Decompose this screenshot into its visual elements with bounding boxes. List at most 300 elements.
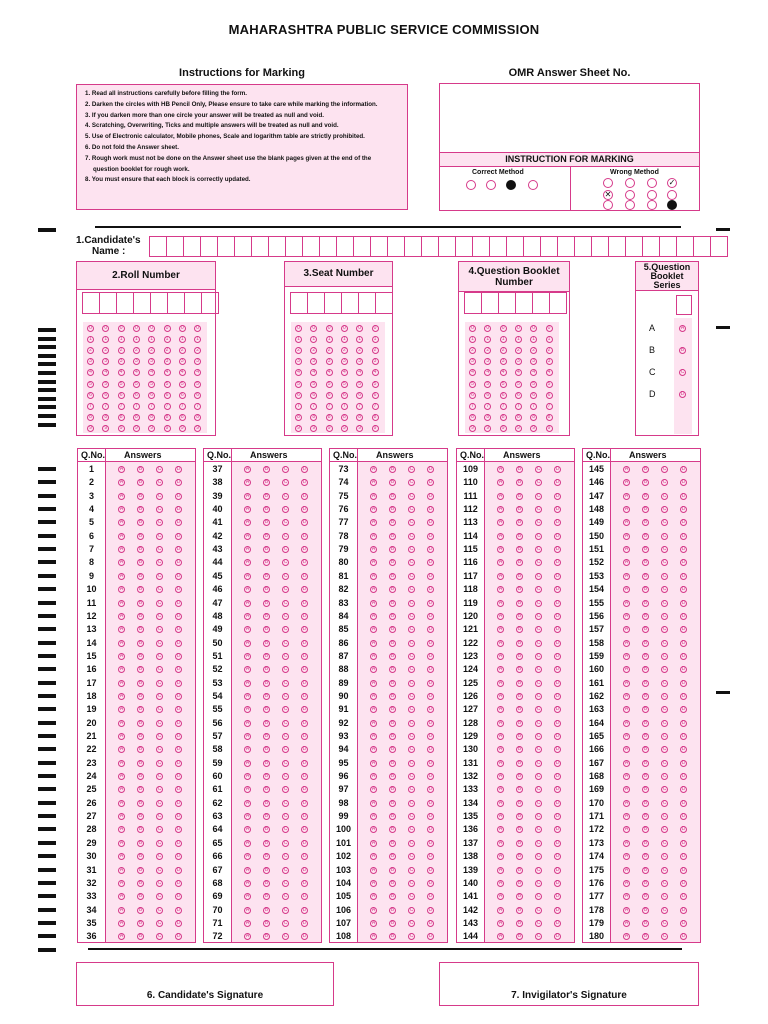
answer-bubble[interactable]: C bbox=[662, 506, 667, 513]
answer-bubble[interactable]: B bbox=[643, 826, 648, 833]
roll-number-bubble[interactable]: 9 bbox=[133, 425, 140, 432]
answer-bubble[interactable]: A bbox=[245, 759, 250, 766]
seat-number-digit-box[interactable] bbox=[324, 292, 342, 314]
answer-bubble[interactable]: D bbox=[176, 719, 181, 726]
booklet-number-digit-box[interactable] bbox=[481, 292, 499, 314]
roll-number-bubble[interactable]: 4 bbox=[194, 369, 201, 376]
answer-bubble[interactable]: C bbox=[662, 612, 667, 619]
answer-bubble[interactable]: A bbox=[371, 692, 376, 699]
answer-bubble[interactable]: D bbox=[555, 692, 560, 699]
booklet-number-bubble[interactable]: 1 bbox=[469, 336, 476, 343]
roll-number-bubble[interactable]: 6 bbox=[179, 392, 186, 399]
answer-bubble[interactable]: C bbox=[283, 826, 288, 833]
answer-bubble[interactable]: B bbox=[517, 733, 522, 739]
answer-bubble[interactable]: D bbox=[176, 799, 181, 806]
roll-number-bubble[interactable]: 9 bbox=[118, 425, 125, 432]
answer-bubble[interactable]: B bbox=[517, 893, 522, 900]
answer-bubble[interactable]: A bbox=[119, 799, 124, 806]
answer-bubble[interactable]: C bbox=[662, 479, 667, 486]
answer-bubble[interactable]: A bbox=[119, 626, 124, 633]
answer-bubble[interactable]: B bbox=[138, 666, 143, 673]
answer-bubble[interactable]: D bbox=[176, 746, 181, 753]
answer-bubble[interactable]: D bbox=[428, 933, 433, 940]
answer-bubble[interactable]: B bbox=[264, 893, 269, 900]
answer-bubble[interactable]: D bbox=[681, 839, 686, 846]
answer-bubble[interactable]: A bbox=[371, 559, 376, 566]
answer-bubble[interactable]: C bbox=[536, 919, 541, 926]
answer-bubble[interactable]: C bbox=[662, 733, 667, 739]
roll-number-bubble[interactable]: 9 bbox=[179, 425, 186, 432]
answer-bubble[interactable]: C bbox=[283, 466, 288, 472]
name-letter-box[interactable] bbox=[710, 236, 728, 257]
answer-bubble[interactable]: D bbox=[681, 826, 686, 833]
answer-bubble[interactable]: D bbox=[428, 719, 433, 726]
answer-bubble[interactable]: B bbox=[643, 813, 648, 820]
answer-bubble[interactable]: A bbox=[624, 639, 629, 646]
seat-number-bubble[interactable]: 2 bbox=[326, 347, 333, 354]
answer-bubble[interactable]: C bbox=[283, 746, 288, 753]
answer-bubble[interactable]: B bbox=[517, 559, 522, 566]
answer-bubble[interactable]: A bbox=[119, 826, 124, 833]
answer-bubble[interactable]: D bbox=[681, 773, 686, 780]
answer-bubble[interactable]: A bbox=[119, 719, 124, 726]
seat-number-bubble[interactable]: 5 bbox=[372, 381, 379, 388]
answer-bubble[interactable]: D bbox=[302, 492, 307, 499]
answer-bubble[interactable]: B bbox=[517, 879, 522, 886]
answer-bubble[interactable]: B bbox=[138, 799, 143, 806]
answer-bubble[interactable]: C bbox=[536, 746, 541, 753]
answer-bubble[interactable]: D bbox=[302, 919, 307, 926]
answer-bubble[interactable]: A bbox=[498, 826, 503, 833]
answer-bubble[interactable]: B bbox=[517, 652, 522, 659]
booklet-number-bubble[interactable]: 9 bbox=[546, 425, 553, 432]
answer-bubble[interactable]: D bbox=[555, 572, 560, 579]
answer-bubble[interactable]: A bbox=[245, 639, 250, 646]
answer-bubble[interactable]: A bbox=[245, 826, 250, 833]
answer-bubble[interactable]: D bbox=[302, 826, 307, 833]
name-letter-box[interactable] bbox=[166, 236, 184, 257]
seat-number-bubble[interactable]: 2 bbox=[372, 347, 379, 354]
answer-bubble[interactable]: D bbox=[428, 839, 433, 846]
answer-bubble[interactable]: C bbox=[409, 479, 414, 486]
seat-number-bubble[interactable]: 0 bbox=[310, 325, 317, 332]
answer-bubble[interactable]: B bbox=[390, 773, 395, 780]
answer-bubble[interactable]: B bbox=[643, 666, 648, 673]
seat-number-bubble[interactable]: 6 bbox=[326, 392, 333, 399]
answer-bubble[interactable]: D bbox=[555, 733, 560, 739]
seat-number-bubble[interactable]: 6 bbox=[310, 392, 317, 399]
answer-bubble[interactable]: B bbox=[643, 786, 648, 793]
booklet-number-bubble[interactable]: 2 bbox=[515, 347, 522, 354]
answer-bubble[interactable]: A bbox=[498, 933, 503, 940]
answer-bubble[interactable]: D bbox=[555, 839, 560, 846]
answer-bubble[interactable]: A bbox=[119, 572, 124, 579]
roll-number-bubble[interactable]: 3 bbox=[118, 358, 125, 365]
answer-bubble[interactable]: D bbox=[681, 893, 686, 900]
answer-bubble[interactable]: B bbox=[517, 906, 522, 913]
roll-number-bubble[interactable]: 1 bbox=[102, 336, 109, 343]
seat-number-bubble[interactable]: 9 bbox=[295, 425, 302, 432]
answer-bubble[interactable]: D bbox=[302, 666, 307, 673]
booklet-number-bubble[interactable]: 0 bbox=[500, 325, 507, 332]
roll-number-bubble[interactable]: 8 bbox=[133, 414, 140, 421]
answer-bubble[interactable]: B bbox=[390, 799, 395, 806]
answer-bubble[interactable]: B bbox=[138, 479, 143, 486]
answer-bubble[interactable]: A bbox=[498, 572, 503, 579]
answer-bubble[interactable]: D bbox=[176, 773, 181, 780]
answer-bubble[interactable]: A bbox=[498, 652, 503, 659]
roll-number-bubble[interactable]: 2 bbox=[148, 347, 155, 354]
answer-bubble[interactable]: D bbox=[428, 466, 433, 472]
seat-number-bubble[interactable]: 2 bbox=[341, 347, 348, 354]
roll-number-bubble[interactable]: 5 bbox=[148, 381, 155, 388]
answer-bubble[interactable]: B bbox=[390, 893, 395, 900]
seat-number-bubble[interactable]: 5 bbox=[310, 381, 317, 388]
answer-bubble[interactable]: A bbox=[624, 919, 629, 926]
answer-bubble[interactable]: A bbox=[371, 933, 376, 940]
answer-bubble[interactable]: B bbox=[517, 506, 522, 513]
answer-bubble[interactable]: B bbox=[390, 826, 395, 833]
roll-number-bubble[interactable]: 3 bbox=[148, 358, 155, 365]
roll-number-bubble[interactable]: 7 bbox=[133, 403, 140, 410]
answer-bubble[interactable]: C bbox=[409, 586, 414, 593]
name-letter-box[interactable] bbox=[200, 236, 218, 257]
answer-bubble[interactable]: D bbox=[555, 866, 560, 873]
seat-number-digit-box[interactable] bbox=[341, 292, 359, 314]
roll-number-bubble[interactable]: 3 bbox=[194, 358, 201, 365]
answer-bubble[interactable]: A bbox=[119, 746, 124, 753]
name-letter-box[interactable] bbox=[540, 236, 558, 257]
booklet-number-digit-box[interactable] bbox=[515, 292, 533, 314]
seat-number-bubble[interactable]: 1 bbox=[326, 336, 333, 343]
booklet-number-bubble[interactable]: 5 bbox=[546, 381, 553, 388]
answer-bubble[interactable]: A bbox=[624, 733, 629, 739]
roll-number-digit-box[interactable] bbox=[201, 292, 219, 314]
seat-number-bubble[interactable]: 3 bbox=[326, 358, 333, 365]
answer-bubble[interactable]: A bbox=[245, 839, 250, 846]
answer-bubble[interactable]: B bbox=[517, 919, 522, 926]
seat-number-bubble[interactable]: 0 bbox=[341, 325, 348, 332]
answer-bubble[interactable]: A bbox=[498, 813, 503, 820]
answer-bubble[interactable]: A bbox=[119, 879, 124, 886]
answer-bubble[interactable]: B bbox=[517, 586, 522, 593]
answer-bubble[interactable]: B bbox=[390, 492, 395, 499]
seat-number-bubble[interactable]: 5 bbox=[295, 381, 302, 388]
answer-bubble[interactable]: D bbox=[681, 666, 686, 673]
name-letter-box[interactable] bbox=[676, 236, 694, 257]
answer-bubble[interactable]: A bbox=[119, 692, 124, 699]
answer-bubble[interactable]: D bbox=[176, 813, 181, 820]
answer-bubble[interactable]: D bbox=[176, 666, 181, 673]
answer-bubble[interactable]: A bbox=[371, 879, 376, 886]
answer-bubble[interactable]: C bbox=[409, 492, 414, 499]
answer-bubble[interactable]: C bbox=[283, 506, 288, 513]
booklet-number-bubble[interactable]: 0 bbox=[515, 325, 522, 332]
roll-number-bubble[interactable]: 3 bbox=[179, 358, 186, 365]
answer-bubble[interactable]: B bbox=[517, 692, 522, 699]
seat-number-bubble[interactable]: 5 bbox=[326, 381, 333, 388]
answer-bubble[interactable]: B bbox=[517, 933, 522, 940]
answer-bubble[interactable]: C bbox=[409, 626, 414, 633]
answer-bubble[interactable]: D bbox=[176, 839, 181, 846]
answer-bubble[interactable]: C bbox=[662, 652, 667, 659]
name-letter-box[interactable] bbox=[404, 236, 422, 257]
answer-bubble[interactable]: C bbox=[283, 919, 288, 926]
seat-number-bubble[interactable]: 7 bbox=[356, 403, 363, 410]
answer-bubble[interactable]: B bbox=[138, 572, 143, 579]
roll-number-bubble[interactable]: 5 bbox=[194, 381, 201, 388]
answer-bubble[interactable]: A bbox=[119, 466, 124, 472]
answer-bubble[interactable]: C bbox=[409, 799, 414, 806]
answer-bubble[interactable]: A bbox=[624, 746, 629, 753]
answer-bubble[interactable]: A bbox=[624, 813, 629, 820]
roll-number-bubble[interactable]: 6 bbox=[164, 392, 171, 399]
answer-bubble[interactable]: A bbox=[624, 546, 629, 553]
answer-bubble[interactable]: B bbox=[138, 586, 143, 593]
answer-bubble[interactable]: A bbox=[624, 572, 629, 579]
answer-bubble[interactable]: D bbox=[555, 879, 560, 886]
answer-bubble[interactable]: C bbox=[662, 546, 667, 553]
roll-number-bubble[interactable]: 8 bbox=[87, 414, 94, 421]
answer-bubble[interactable]: B bbox=[390, 572, 395, 579]
answer-bubble[interactable]: C bbox=[662, 906, 667, 913]
answer-bubble[interactable]: A bbox=[245, 706, 250, 713]
answer-bubble[interactable]: A bbox=[624, 706, 629, 713]
answer-bubble[interactable]: B bbox=[390, 733, 395, 739]
roll-number-bubble[interactable]: 3 bbox=[102, 358, 109, 365]
answer-bubble[interactable]: D bbox=[176, 866, 181, 873]
answer-bubble[interactable]: A bbox=[371, 919, 376, 926]
answer-bubble[interactable]: C bbox=[662, 893, 667, 900]
roll-number-bubble[interactable]: 9 bbox=[164, 425, 171, 432]
answer-bubble[interactable]: B bbox=[390, 933, 395, 940]
answer-bubble[interactable]: A bbox=[371, 546, 376, 553]
name-letter-box[interactable] bbox=[251, 236, 269, 257]
answer-bubble[interactable]: B bbox=[138, 906, 143, 913]
answer-bubble[interactable]: A bbox=[371, 893, 376, 900]
seat-number-bubble[interactable]: 7 bbox=[310, 403, 317, 410]
answer-bubble[interactable]: B bbox=[517, 532, 522, 539]
answer-bubble[interactable]: C bbox=[409, 612, 414, 619]
answer-bubble[interactable]: D bbox=[176, 786, 181, 793]
answer-bubble[interactable]: D bbox=[428, 506, 433, 513]
answer-bubble[interactable]: B bbox=[138, 746, 143, 753]
answer-bubble[interactable]: C bbox=[157, 599, 162, 606]
answer-bubble[interactable]: A bbox=[624, 692, 629, 699]
booklet-number-bubble[interactable]: 7 bbox=[546, 403, 553, 410]
booklet-number-bubble[interactable]: 0 bbox=[469, 325, 476, 332]
answer-bubble[interactable]: A bbox=[119, 706, 124, 713]
answer-bubble[interactable]: D bbox=[302, 893, 307, 900]
answer-bubble[interactable]: D bbox=[176, 559, 181, 566]
answer-bubble[interactable]: C bbox=[409, 532, 414, 539]
answer-bubble[interactable]: A bbox=[119, 866, 124, 873]
answer-bubble[interactable]: D bbox=[428, 906, 433, 913]
answer-bubble[interactable]: B bbox=[390, 546, 395, 553]
answer-bubble[interactable]: D bbox=[555, 799, 560, 806]
answer-bubble[interactable]: B bbox=[390, 599, 395, 606]
booklet-number-bubble[interactable]: 4 bbox=[484, 369, 491, 376]
answer-bubble[interactable]: C bbox=[662, 826, 667, 833]
answer-bubble[interactable]: D bbox=[681, 733, 686, 739]
seat-number-bubble[interactable]: 4 bbox=[341, 369, 348, 376]
answer-bubble[interactable]: B bbox=[138, 719, 143, 726]
answer-bubble[interactable]: A bbox=[119, 839, 124, 846]
answer-bubble[interactable]: A bbox=[624, 652, 629, 659]
answer-bubble[interactable]: B bbox=[390, 906, 395, 913]
answer-bubble[interactable]: A bbox=[371, 639, 376, 646]
answer-bubble[interactable]: D bbox=[555, 639, 560, 646]
answer-bubble[interactable]: D bbox=[176, 546, 181, 553]
booklet-number-bubble[interactable]: 1 bbox=[530, 336, 537, 343]
answer-bubble[interactable]: C bbox=[157, 466, 162, 472]
answer-bubble[interactable]: D bbox=[428, 799, 433, 806]
roll-number-bubble[interactable]: 6 bbox=[87, 392, 94, 399]
seat-number-digit-box[interactable] bbox=[307, 292, 325, 314]
series-bubble[interactable]: D bbox=[680, 391, 685, 397]
answer-bubble[interactable]: D bbox=[176, 492, 181, 499]
booklet-number-bubble[interactable]: 4 bbox=[530, 369, 537, 376]
answer-bubble[interactable]: A bbox=[245, 586, 250, 593]
answer-bubble[interactable]: A bbox=[498, 746, 503, 753]
answer-bubble[interactable]: A bbox=[245, 479, 250, 486]
answer-bubble[interactable]: A bbox=[245, 599, 250, 606]
answer-bubble[interactable]: A bbox=[624, 559, 629, 566]
answer-bubble[interactable]: B bbox=[517, 572, 522, 579]
seat-number-bubble[interactable]: 1 bbox=[341, 336, 348, 343]
answer-bubble[interactable]: C bbox=[283, 532, 288, 539]
answer-bubble[interactable]: B bbox=[138, 492, 143, 499]
seat-number-bubble[interactable]: 3 bbox=[295, 358, 302, 365]
answer-bubble[interactable]: C bbox=[283, 706, 288, 713]
name-letter-box[interactable] bbox=[234, 236, 252, 257]
answer-bubble[interactable]: C bbox=[662, 532, 667, 539]
answer-bubble[interactable]: B bbox=[517, 813, 522, 820]
answer-bubble[interactable]: B bbox=[138, 759, 143, 766]
answer-bubble[interactable]: A bbox=[119, 759, 124, 766]
booklet-number-bubble[interactable]: 7 bbox=[515, 403, 522, 410]
booklet-number-bubble[interactable]: 7 bbox=[530, 403, 537, 410]
answer-bubble[interactable]: B bbox=[390, 706, 395, 713]
answer-bubble[interactable]: A bbox=[498, 879, 503, 886]
answer-bubble[interactable]: B bbox=[264, 706, 269, 713]
roll-number-bubble[interactable]: 2 bbox=[87, 347, 94, 354]
answer-bubble[interactable]: B bbox=[138, 599, 143, 606]
answer-bubble[interactable]: C bbox=[662, 626, 667, 633]
answer-bubble[interactable]: D bbox=[555, 919, 560, 926]
answer-bubble[interactable]: B bbox=[264, 879, 269, 886]
answer-bubble[interactable]: D bbox=[428, 746, 433, 753]
answer-bubble[interactable]: D bbox=[555, 532, 560, 539]
answer-bubble[interactable]: C bbox=[662, 572, 667, 579]
roll-number-bubble[interactable]: 5 bbox=[87, 381, 94, 388]
answer-bubble[interactable]: C bbox=[536, 652, 541, 659]
answer-bubble[interactable]: C bbox=[409, 519, 414, 526]
answer-bubble[interactable]: B bbox=[390, 479, 395, 486]
roll-number-bubble[interactable]: 2 bbox=[133, 347, 140, 354]
answer-bubble[interactable]: A bbox=[119, 773, 124, 780]
answer-bubble[interactable]: A bbox=[498, 893, 503, 900]
answer-bubble[interactable]: C bbox=[536, 506, 541, 513]
answer-bubble[interactable]: B bbox=[643, 519, 648, 526]
answer-bubble[interactable]: B bbox=[517, 492, 522, 499]
answer-bubble[interactable]: D bbox=[555, 706, 560, 713]
answer-bubble[interactable]: C bbox=[409, 773, 414, 780]
answer-bubble[interactable]: D bbox=[176, 692, 181, 699]
answer-bubble[interactable]: A bbox=[624, 666, 629, 673]
seat-number-bubble[interactable]: 1 bbox=[310, 336, 317, 343]
roll-number-bubble[interactable]: 8 bbox=[102, 414, 109, 421]
answer-bubble[interactable]: A bbox=[498, 719, 503, 726]
answer-bubble[interactable]: B bbox=[643, 652, 648, 659]
answer-bubble[interactable]: D bbox=[176, 532, 181, 539]
answer-bubble[interactable]: A bbox=[371, 759, 376, 766]
roll-number-bubble[interactable]: 0 bbox=[133, 325, 140, 332]
answer-bubble[interactable]: D bbox=[555, 492, 560, 499]
answer-bubble[interactable]: C bbox=[283, 773, 288, 780]
seat-number-bubble[interactable]: 8 bbox=[372, 414, 379, 421]
answer-bubble[interactable]: C bbox=[662, 559, 667, 566]
answer-bubble[interactable]: D bbox=[302, 626, 307, 633]
name-letter-box[interactable] bbox=[421, 236, 439, 257]
booklet-number-bubble[interactable]: 7 bbox=[484, 403, 491, 410]
booklet-number-bubble[interactable]: 8 bbox=[530, 414, 537, 421]
answer-bubble[interactable]: A bbox=[624, 586, 629, 593]
answer-bubble[interactable]: C bbox=[536, 492, 541, 499]
answer-bubble[interactable]: A bbox=[498, 519, 503, 526]
answer-bubble[interactable]: C bbox=[662, 692, 667, 699]
answer-bubble[interactable]: C bbox=[283, 719, 288, 726]
answer-bubble[interactable]: C bbox=[409, 599, 414, 606]
booklet-number-digit-box[interactable] bbox=[549, 292, 567, 314]
seat-number-bubble[interactable]: 7 bbox=[372, 403, 379, 410]
answer-bubble[interactable]: D bbox=[176, 706, 181, 713]
answer-bubble[interactable]: D bbox=[681, 559, 686, 566]
answer-bubble[interactable]: D bbox=[428, 759, 433, 766]
answer-bubble[interactable]: A bbox=[498, 479, 503, 486]
booklet-number-digit-box[interactable] bbox=[498, 292, 516, 314]
name-letter-box[interactable] bbox=[642, 236, 660, 257]
omr-number-box[interactable] bbox=[439, 83, 700, 211]
answer-bubble[interactable]: C bbox=[283, 813, 288, 820]
answer-bubble[interactable]: D bbox=[302, 639, 307, 646]
answer-bubble[interactable]: C bbox=[536, 692, 541, 699]
answer-bubble[interactable]: A bbox=[119, 506, 124, 513]
roll-number-bubble[interactable]: 1 bbox=[118, 336, 125, 343]
booklet-number-bubble[interactable]: 0 bbox=[484, 325, 491, 332]
answer-bubble[interactable]: C bbox=[283, 572, 288, 579]
roll-number-bubble[interactable]: 7 bbox=[102, 403, 109, 410]
answer-bubble[interactable]: C bbox=[283, 879, 288, 886]
booklet-number-bubble[interactable]: 9 bbox=[500, 425, 507, 432]
answer-bubble[interactable]: A bbox=[371, 679, 376, 686]
name-letter-box[interactable] bbox=[625, 236, 643, 257]
answer-bubble[interactable]: C bbox=[536, 826, 541, 833]
answer-bubble[interactable]: B bbox=[138, 893, 143, 900]
answer-bubble[interactable]: C bbox=[536, 599, 541, 606]
answer-bubble[interactable]: B bbox=[264, 546, 269, 553]
answer-bubble[interactable]: D bbox=[302, 692, 307, 699]
answer-bubble[interactable]: D bbox=[681, 639, 686, 646]
answer-bubble[interactable]: D bbox=[176, 479, 181, 486]
seat-number-bubble[interactable]: 7 bbox=[326, 403, 333, 410]
name-letter-box[interactable] bbox=[387, 236, 405, 257]
name-letter-box[interactable] bbox=[455, 236, 473, 257]
seat-number-bubble[interactable]: 7 bbox=[341, 403, 348, 410]
answer-bubble[interactable]: B bbox=[643, 479, 648, 486]
answer-bubble[interactable]: D bbox=[302, 599, 307, 606]
answer-bubble[interactable]: B bbox=[264, 612, 269, 619]
